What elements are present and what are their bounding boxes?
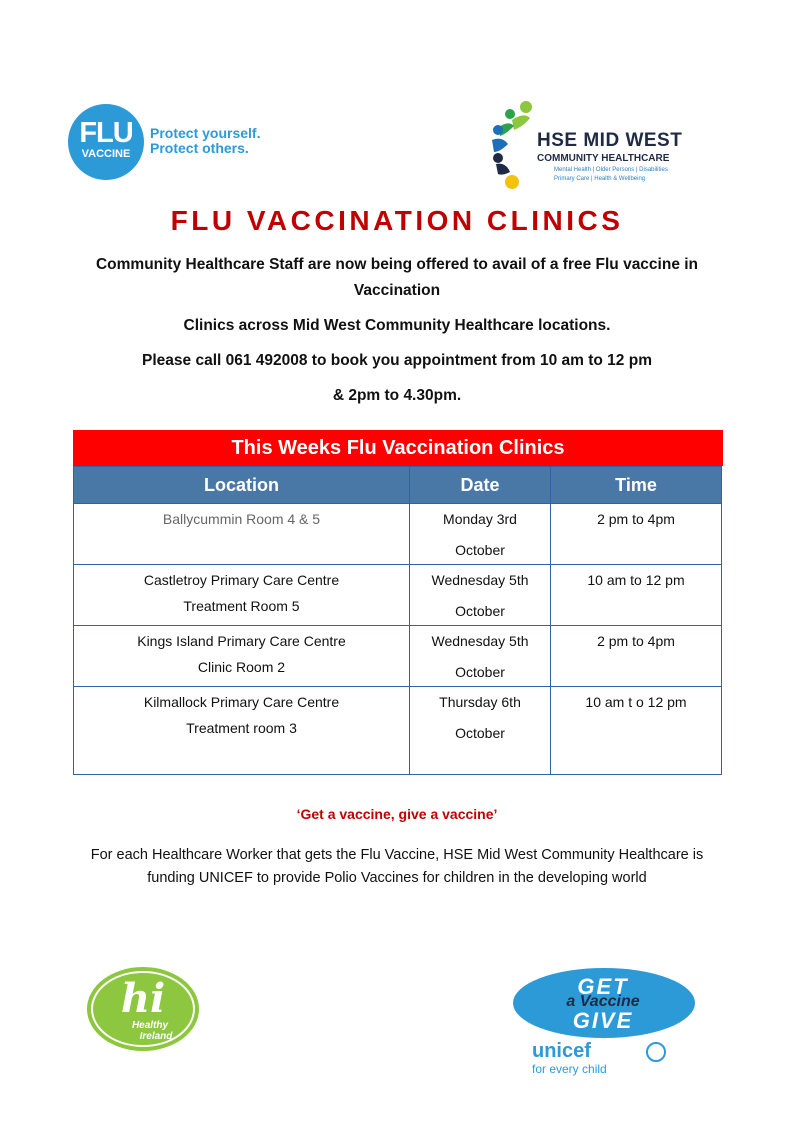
table-header-row	[74, 467, 722, 504]
hi-logo-line-2: Ireland	[139, 1031, 173, 1042]
cell-date	[410, 687, 551, 775]
intro-line-1: Community Healthcare Staff are now being offered to avail of a free Flu vaccine in	[95, 256, 699, 273]
cell-location	[74, 504, 410, 565]
date-line-2: October	[455, 664, 505, 680]
date-line-1: Wednesday 5th	[431, 633, 529, 649]
flu-logo-word: FLU	[79, 117, 133, 149]
intro-line-3: Clinics across Mid West Community Healthcare locations.	[183, 317, 611, 334]
intro-line-4: Please call 061 492008 to book you appointment from 10 am to 12 pm	[142, 352, 652, 369]
date-line-1: Thursday 6th	[439, 694, 521, 710]
date-line-2: October	[455, 725, 505, 741]
cell-time: 10 am t o 12 pm	[551, 687, 722, 775]
date-line-2: October	[455, 603, 505, 619]
unicef-get: GET	[577, 974, 629, 999]
table-row	[74, 626, 722, 687]
hse-logo-tags-1: Mental Health | Older Persons | Disabilities	[554, 167, 668, 173]
header-location: Location	[74, 467, 410, 504]
hse-logo-subtitle: COMMUNITY HEALTHCARE	[537, 153, 670, 164]
cell-date	[410, 626, 551, 687]
header-time: Time	[551, 467, 722, 504]
unicef-globe-icon	[646, 1042, 666, 1062]
location-line-1: Ballycummin Room 4 & 5	[162, 511, 321, 527]
location-line-2: Treatment Room 5	[183, 598, 300, 614]
hse-people-icon	[490, 100, 536, 192]
flu-logo-tagline	[150, 126, 260, 156]
flu-tagline-1: Protect yourself.	[150, 125, 261, 141]
healthy-ireland-badge-icon	[86, 966, 200, 1052]
location-line-1: Castletroy Primary Care Centre	[143, 572, 340, 588]
unicef-give: GIVE	[572, 1008, 634, 1033]
location-line-2: Clinic Room 2	[197, 659, 286, 675]
clinics-table-section	[73, 430, 723, 775]
flu-logo-circle	[68, 104, 144, 180]
cell-date	[410, 565, 551, 626]
footer-line-2: funding UNICEF to provide Polio Vaccines for children in the developing world	[147, 870, 647, 886]
cell-time: 2 pm to 4pm	[551, 626, 722, 687]
intro-line-2: Vaccination	[353, 282, 441, 299]
footer-line-1: For each Healthcare Worker that gets the Flu Vaccine, HSE Mid West Community Healthcare is	[90, 847, 704, 863]
location-line-1: Kings Island Primary Care Centre	[137, 633, 346, 649]
date-line-1: Monday 3rd	[443, 511, 517, 527]
unicef-name: unicef	[532, 1040, 591, 1062]
cell-date	[410, 504, 551, 565]
cell-location	[74, 626, 410, 687]
unicef-tagline: for every child	[532, 1062, 607, 1076]
cell-time: 2 pm to 4pm	[551, 504, 722, 565]
table-row	[74, 504, 722, 565]
cell-time: 10 am to 12 pm	[551, 565, 722, 626]
hse-logo-title: HSE MID WEST	[537, 130, 683, 151]
footer-text	[70, 844, 724, 890]
clinics-table	[73, 466, 722, 775]
table-row	[74, 565, 722, 626]
flu-vaccine-logo	[68, 104, 268, 184]
table-banner: This Weeks Flu Vaccination Clinics	[73, 430, 723, 466]
healthy-ireland-logo	[86, 966, 200, 1052]
date-line-1: Wednesday 5th	[431, 572, 529, 588]
hse-mid-west-logo	[490, 100, 722, 192]
location-line-2: Treatment room 3	[186, 720, 297, 736]
slogan: ‘Get a vaccine, give a vaccine’	[296, 806, 498, 822]
intro-line-5: & 2pm to 4.30pm.	[332, 387, 462, 404]
hi-logo-word: hi	[120, 975, 166, 1022]
hse-logo-tags-2: Primary Care | Health & Wellbeing	[554, 176, 646, 182]
hi-logo-line-1: Healthy	[131, 1020, 169, 1031]
flu-logo-sub: VACCINE	[81, 148, 131, 160]
unicef-a-vaccine: a Vaccine	[566, 993, 640, 1010]
flu-tagline-2: Protect others.	[150, 140, 249, 156]
table-row	[74, 687, 722, 775]
header-date: Date	[410, 467, 551, 504]
page-title: FLU VACCINATION CLINICS	[170, 205, 624, 236]
unicef-get-give-logo	[508, 966, 698, 1076]
location-line-1: Kilmallock Primary Care Centre	[143, 694, 340, 710]
date-line-2: October	[455, 542, 505, 558]
cell-location	[74, 565, 410, 626]
cell-location	[74, 687, 410, 775]
